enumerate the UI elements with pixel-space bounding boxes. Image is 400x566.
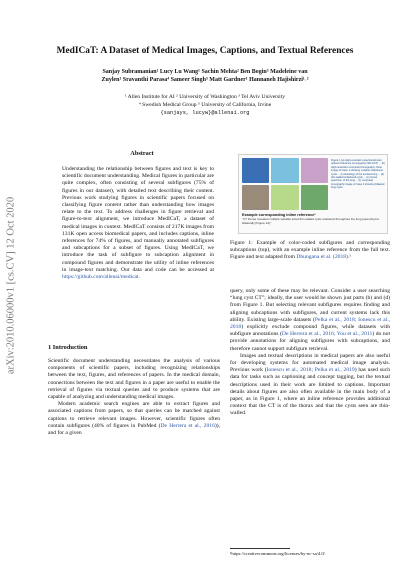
figure-subcaptions: Figure 1 (a) High-resolution spectral-domain optical coherence tomography (SD-OCT) ... (b) High-resolution computed tomography chest image of Case 1 showing multiple subpleural cysts ... (c) Histology of the excised lung ... (d) thin-walled subpleural cysts ... (e) Gross specimen of the lung ... (f) computed tomography image of Case 2 showing bilateral lung cysts. [331,159,385,190]
subfigure-c [301,158,328,183]
caption-text-a: Figure 1: Example of color-coded subfigures and corresponding subcaptions (top), with an example inline reference from the full text. Figure and text adapted from [230,240,390,261]
section-heading-introduction: 1 Introduction [48,344,88,351]
col2-p1-text-b: ) explicitly exclude compound figures, while datasets with subfigure annotations ( [230,324,390,338]
col2-p2-citation[interactable]: Ionescu et al., 2018; Pelka et al., 2019 [266,367,355,374]
col2-p1-citation-1[interactable]: Pelka et al., 2018; Ionescu et al., 2018 [230,316,390,331]
citation-link[interactable]: De Herrera et al., 2016 [160,422,215,429]
abstract-heading: Abstract [130,150,154,157]
col2-p2-text-b: ) has used such data for tasks such as captioning and concept tagging, but the textual descriptions used in their work are limited to captions. Important details about figures are also often available in the main body of a paper, as in Figure 1, where an inline reference provides additional context that the CT is of the thorax and that the cysts seen are thin-walled. [230,367,390,417]
affiliations-line-1: ¹ Allen Institute for AI ² University of Washington ³ Tel Aviv University [124,94,286,100]
caption-text-b: .¹ [347,254,351,261]
introduction-column [48,358,220,437]
inline-reference-title: Example corresponding inline reference¹ [242,213,316,217]
affiliations [40,94,370,117]
author-list [40,68,370,85]
intro-p2-text-a: Modern academic search engines are able to extract figures and associated captions from papers, so that queries can be matched against captions to retrieve relevant images. However, scientific figures often contain subfigures (40% of figures in PubMed ( [48,401,220,429]
arxiv-stamp [4,160,18,420]
col2-p1-text-a: query, only some of these may be relevant. Consider a user searching “lung cyst CT”; ideally, the user would be shown just parts (b) and (d) from Figure 1. But selecting relevant subfigures requires finding and aligning subcaptions with subfigures, and current systems lack this ability. Existing large-scale datasets ( [230,288,390,323]
contact-email[interactable]: {sanjays, lucyw}@allenai.org [160,109,250,116]
figure-1-caption [230,240,390,262]
col2-paragraph-1 [230,288,390,353]
col2-paragraph-2 [230,353,390,418]
footnote-divider [230,548,290,549]
footnote[interactable]: ¹https://creativecommons.org/licenses/by-nc-sa/4.0/ [230,551,325,556]
col2-p2-text-a: Images and textual descriptions in medical papers are also useful for developing systems for automated medical image analysis. Previous work ( [230,352,390,374]
intro-p2-text-b: )), and for a given [48,422,220,437]
subfigure-d [242,185,269,210]
figure-1 [238,154,388,234]
inline-reference-text: “CT thorax revealed multiple variable sized thin-walled cysts scattered throughout the lung parenchyma bilaterally [Figure 1d].” [242,217,379,225]
col2-p1-citation-2[interactable]: De Herrera et al., 2016; You et al., 2011 [281,331,373,338]
arxiv-id[interactable]: arXiv:2010.06000v1 [cs.CV] 12 Oct 2020 [5,196,17,375]
intro-paragraph-2 [48,401,220,437]
paper-title: MedICaT: A Dataset of Medical Images, Captions, and Textual References [56,46,354,56]
abstract-body [62,166,214,281]
subfigure-grid [242,158,328,210]
col2-p1-text-c: ) do not provide annotations for aligning subfigures with subcaptions, and therefore cannot support subfigure retrieval. [230,331,390,352]
authors-line-1: Sanjay Subramanian¹ Lucy Lu Wang¹ Sachin Mehta² Ben Bogin³ Madeleine van [102,69,308,75]
abstract-text: Understanding the relationship between figures and text is key to scientific document understanding. Medical figures in particular are quite complex, often consisting of several subfigures (75% of figures in our dataset), with detailed text describing their content. Previous work studying figures in scientific papers focused on classifying figure content rather than understanding how images relate to the text. To address challenges in figure retrieval and figure-to-text alignment, we introduce MedICaT, a dataset of medical images in context. MedICaT consists of 217K images from 131K open access biomedical papers, and includes captions, inline references for 74% of figures, and manually annotated subfigures and subcaptions for a subset of figures. Using MedICaT, we introduce the task of subfigure to subcaption alignment in compound figures and demonstrate the utility of inline references in image-text matching. Our data and code can be accessed at [62,166,214,273]
intro-paragraph-1: Scientific document understanding necessitates the analysis of various components of scientific papers, including recognizing relationships between the text, figures, and references of papers. In the medical domain, connections between the text and figures in a paper are useful to enable the retrieval of figures via textual queries and to produce systems that are capable of analyzing and understanding medical images. [48,358,220,401]
right-column-body [230,288,390,418]
subfigure-f [301,185,328,210]
subfigure-b [271,158,298,183]
authors-line-2: Zuylen¹ Sravanthi Parasa⁴ Sameer Singh⁵ Matt Gardner¹ Hannaneh Hajishirzi¹˒² [101,77,309,84]
affiliations-line-2: ⁴ Swedish Medical Group ⁵ University of California, Irvine [138,101,272,108]
subfigure-e [271,185,298,210]
code-link[interactable]: https://github.com/allenai/medicat. [62,274,140,281]
caption-citation-link[interactable]: Dhungana et al. (2018) [296,254,348,261]
subfigure-a [242,158,269,183]
